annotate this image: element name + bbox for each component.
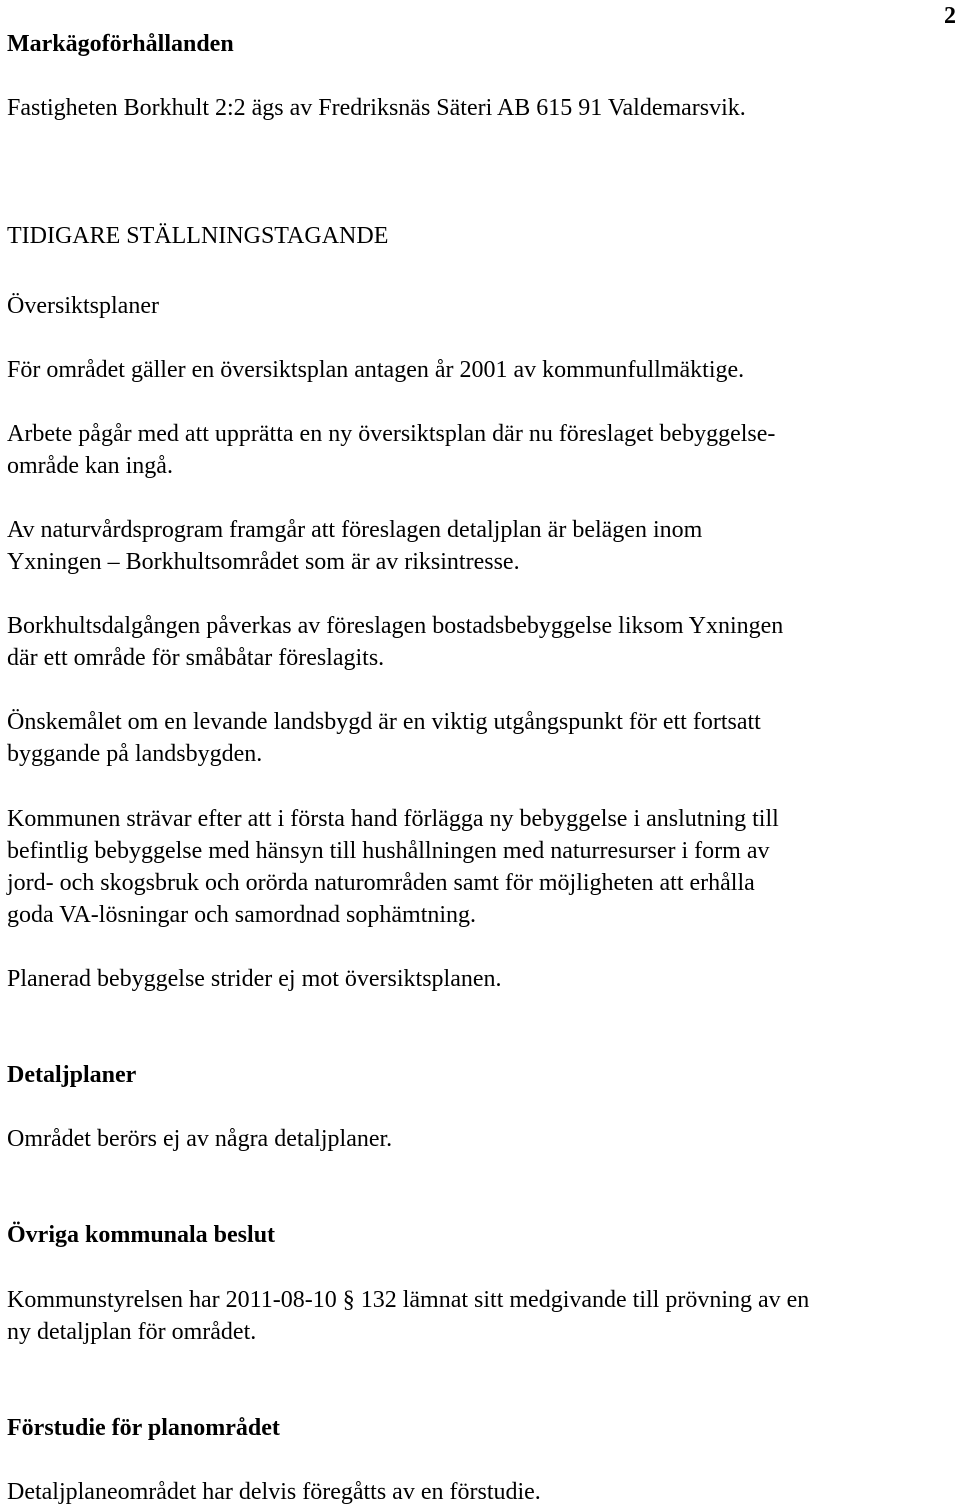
heading-forstudie: Förstudie för planområdet	[7, 1415, 280, 1441]
paragraph-onskemalet-line-2: byggande på landsbygden.	[7, 741, 263, 767]
text-ovriga-line-1: Kommunstyrelsen har 2011-08-10 § 132 lämnat sitt medgivande till prövning av en	[7, 1287, 810, 1313]
paragraph-kommunen-line-4: goda VA-lösningar och samordnad sophämtning.	[7, 902, 477, 928]
paragraph-borkhultsdalgangen-line-2: där ett område för småbåtar föreslagits.	[7, 645, 385, 671]
heading-markagoforhallanden: Markägoförhållanden	[7, 31, 234, 57]
paragraph-onskemalet-line-1: Önskemålet om en levande landsbygd är en viktig utgångspunkt för ett fortsatt	[7, 709, 761, 735]
heading-ovriga-kommunala-beslut: Övriga kommunala beslut	[7, 1222, 276, 1248]
paragraph-kommunen-line-2: befintlig bebyggelse med hänsyn till hushållningen med naturresurser i form av	[7, 838, 770, 864]
text-ovriga-line-2: ny detaljplan för området.	[7, 1319, 257, 1345]
text-forstudie: Detaljplaneområdet har delvis föregåtts av en förstudie.	[7, 1479, 541, 1505]
paragraph-arbete-pagar-line-2: område kan ingå.	[7, 453, 173, 479]
paragraph-naturvardsprogram-line-2: Yxningen – Borkhultsområdet som är av riksintresse.	[7, 549, 520, 575]
heading-detaljplaner: Detaljplaner	[7, 1062, 137, 1088]
paragraph-kommunen-line-3: jord- och skogsbruk och orörda naturområden samt för möjligheten att erhålla	[7, 870, 755, 896]
text-markagoforhallanden: Fastigheten Borkhult 2:2 ägs av Fredriksnäs Säteri AB 615 91 Valdemarsvik.	[7, 95, 746, 121]
paragraph-borkhultsdalgangen-line-1: Borkhultsdalgången påverkas av föreslagen bostadsbebyggelse liksom Yxningen	[7, 613, 784, 639]
paragraph-planerad-bebyggelse: Planerad bebyggelse strider ej mot översiktsplanen.	[7, 966, 502, 992]
paragraph-naturvardsprogram-line-1: Av naturvårdsprogram framgår att föreslagen detaljplan är belägen inom	[7, 517, 703, 543]
heading-tidigare-stallningstagande: TIDIGARE STÄLLNINGSTAGANDE	[7, 223, 389, 249]
paragraph-oversiktsplan-antagen: För området gäller en översiktsplan antagen år 2001 av kommunfullmäktige.	[7, 357, 745, 383]
page-number: 2	[944, 3, 956, 29]
text-detaljplaner: Området berörs ej av några detaljplaner.	[7, 1126, 393, 1152]
paragraph-kommunen-line-1: Kommunen strävar efter att i första hand förlägga ny bebyggelse i anslutning till	[7, 806, 779, 832]
heading-oversiktsplaner: Översiktsplaner	[7, 293, 159, 319]
paragraph-arbete-pagar-line-1: Arbete pågår med att upprätta en ny översiktsplan där nu föreslaget bebyggelse-	[7, 421, 776, 447]
